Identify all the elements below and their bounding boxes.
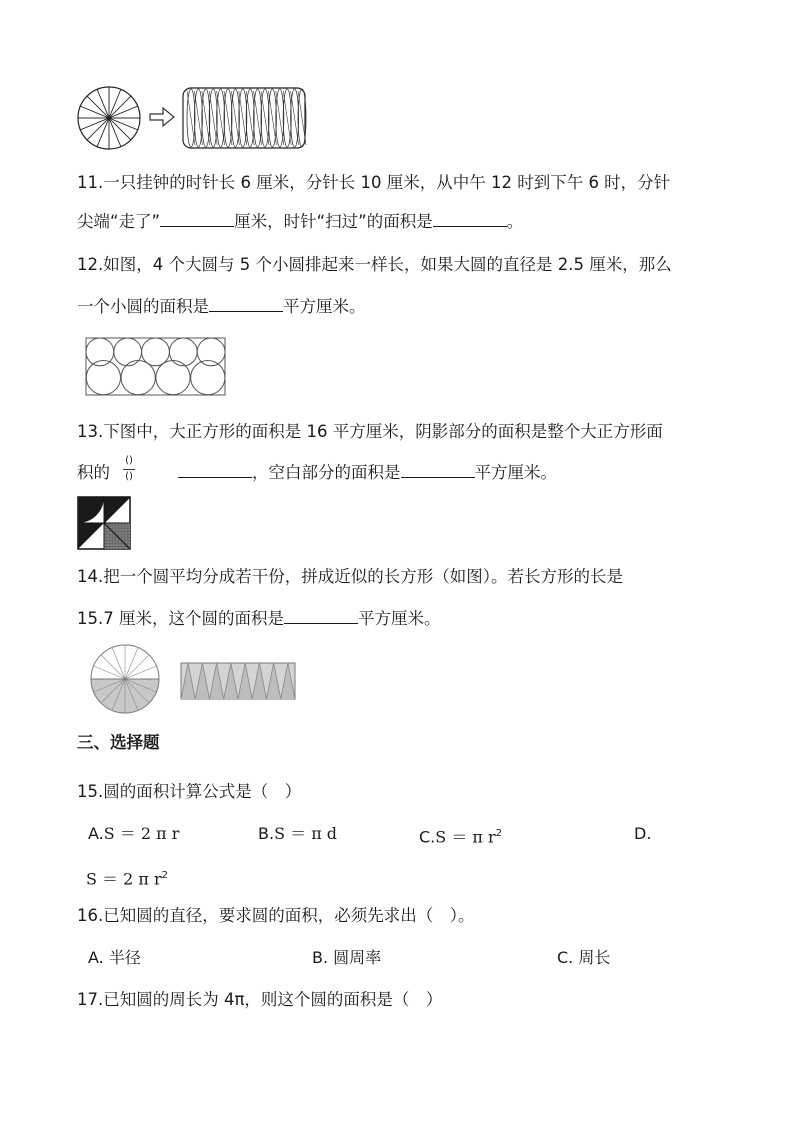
q13-text-a: 积的 — [77, 463, 110, 482]
circle-to-cylinder-figure — [75, 83, 310, 153]
q13-line1: 13.下图中，大正方形的面积是 16 平方厘米，阴影部分的面积是整个大正方形面 — [77, 422, 663, 441]
q15-option-c[interactable] — [419, 823, 502, 848]
section-title: 三、选择题 — [77, 733, 160, 752]
q15-option-b-label: B. — [258, 824, 275, 843]
q11-text-b: 厘米，时针“扫过”的面积是 — [234, 212, 433, 231]
shaded-square-figure — [77, 496, 132, 551]
q13-text-c: 平方厘米。 — [474, 463, 557, 482]
q11-line1: 11.一只挂钟的时针长 6 厘米，分针长 10 厘米，从中午 12 时到下午 6 时，分针 — [77, 173, 671, 192]
q12-line2 — [77, 296, 366, 318]
q15-option-b-text: S ＝ π d — [274, 824, 338, 843]
wedge-rectangle — [181, 663, 295, 699]
q16-option-b[interactable]: B. 圆周率 — [312, 948, 382, 967]
q15-option-c-text: S ＝ π r — [435, 827, 496, 847]
q13-text-b: ，空白部分的面积是 — [252, 463, 401, 482]
q12-text-a: 一个小圆的面积是 — [77, 297, 209, 316]
circle-to-rectangle-figure — [88, 643, 303, 715]
q14-blank[interactable] — [284, 608, 358, 624]
fraction-numerator: () — [125, 455, 133, 466]
q12-blank[interactable] — [209, 296, 283, 312]
q15-option-a-text: S ＝ 2 π r — [103, 824, 180, 843]
q16-option-a[interactable]: A. 半径 — [88, 948, 141, 967]
q11-line2 — [77, 211, 523, 233]
q11-text-a: 尖端“走了” — [77, 212, 161, 231]
arrow-icon — [150, 108, 174, 126]
q14-line2 — [77, 608, 440, 630]
half-shaded-circle — [91, 645, 159, 713]
q15-option-b[interactable] — [258, 823, 337, 845]
q15-option-c-sup: 2 — [495, 828, 503, 839]
q15-option-a[interactable] — [88, 823, 179, 845]
q11-text-c: 。 — [506, 212, 524, 231]
fraction-denominator: () — [125, 471, 133, 482]
sector-circle — [78, 87, 140, 149]
q13-blank-2[interactable] — [401, 462, 475, 478]
circles-rectangle-figure — [85, 337, 230, 399]
q15-stem: 15.圆的面积计算公式是（ ） — [77, 782, 302, 801]
q12-line1: 12.如图，4 个大圆与 5 个小圆排起来一样长，如果大圆的直径是 2.5 厘米，那么 — [77, 255, 672, 274]
q15-option-d[interactable] — [86, 865, 168, 890]
q15-option-c-label: C. — [419, 827, 436, 847]
q17-stem: 17.已知圆的周长为 4π，则这个圆的面积是（ ） — [77, 990, 443, 1009]
q15-option-a-label: A. — [88, 824, 104, 843]
q13-line2 — [77, 462, 557, 484]
q15-option-d-sup: 2 — [161, 870, 169, 881]
q12-text-b: 平方厘米。 — [283, 297, 366, 316]
q14-line1: 14.把一个圆平均分成若干份，拼成近似的长方形（如图）。若长方形的长是 — [77, 567, 623, 586]
q15-option-d-text: S ＝ 2 π r — [86, 869, 162, 889]
q13-blank-1[interactable] — [178, 462, 252, 478]
fraction-bar — [123, 469, 135, 470]
q15-option-d-label[interactable]: D. — [634, 824, 652, 843]
q14-text-a: 15.7 厘米，这个圆的面积是 — [77, 609, 284, 628]
q11-blank-2[interactable] — [433, 211, 507, 227]
rolled-rectangle — [183, 88, 306, 148]
q14-text-b: 平方厘米。 — [357, 609, 441, 628]
q16-stem: 16.已知圆的直径，要求圆的面积，必须先求出（ ）。 — [77, 906, 475, 925]
q16-option-c[interactable]: C. 周长 — [557, 948, 611, 967]
q11-blank-1[interactable] — [160, 211, 234, 227]
